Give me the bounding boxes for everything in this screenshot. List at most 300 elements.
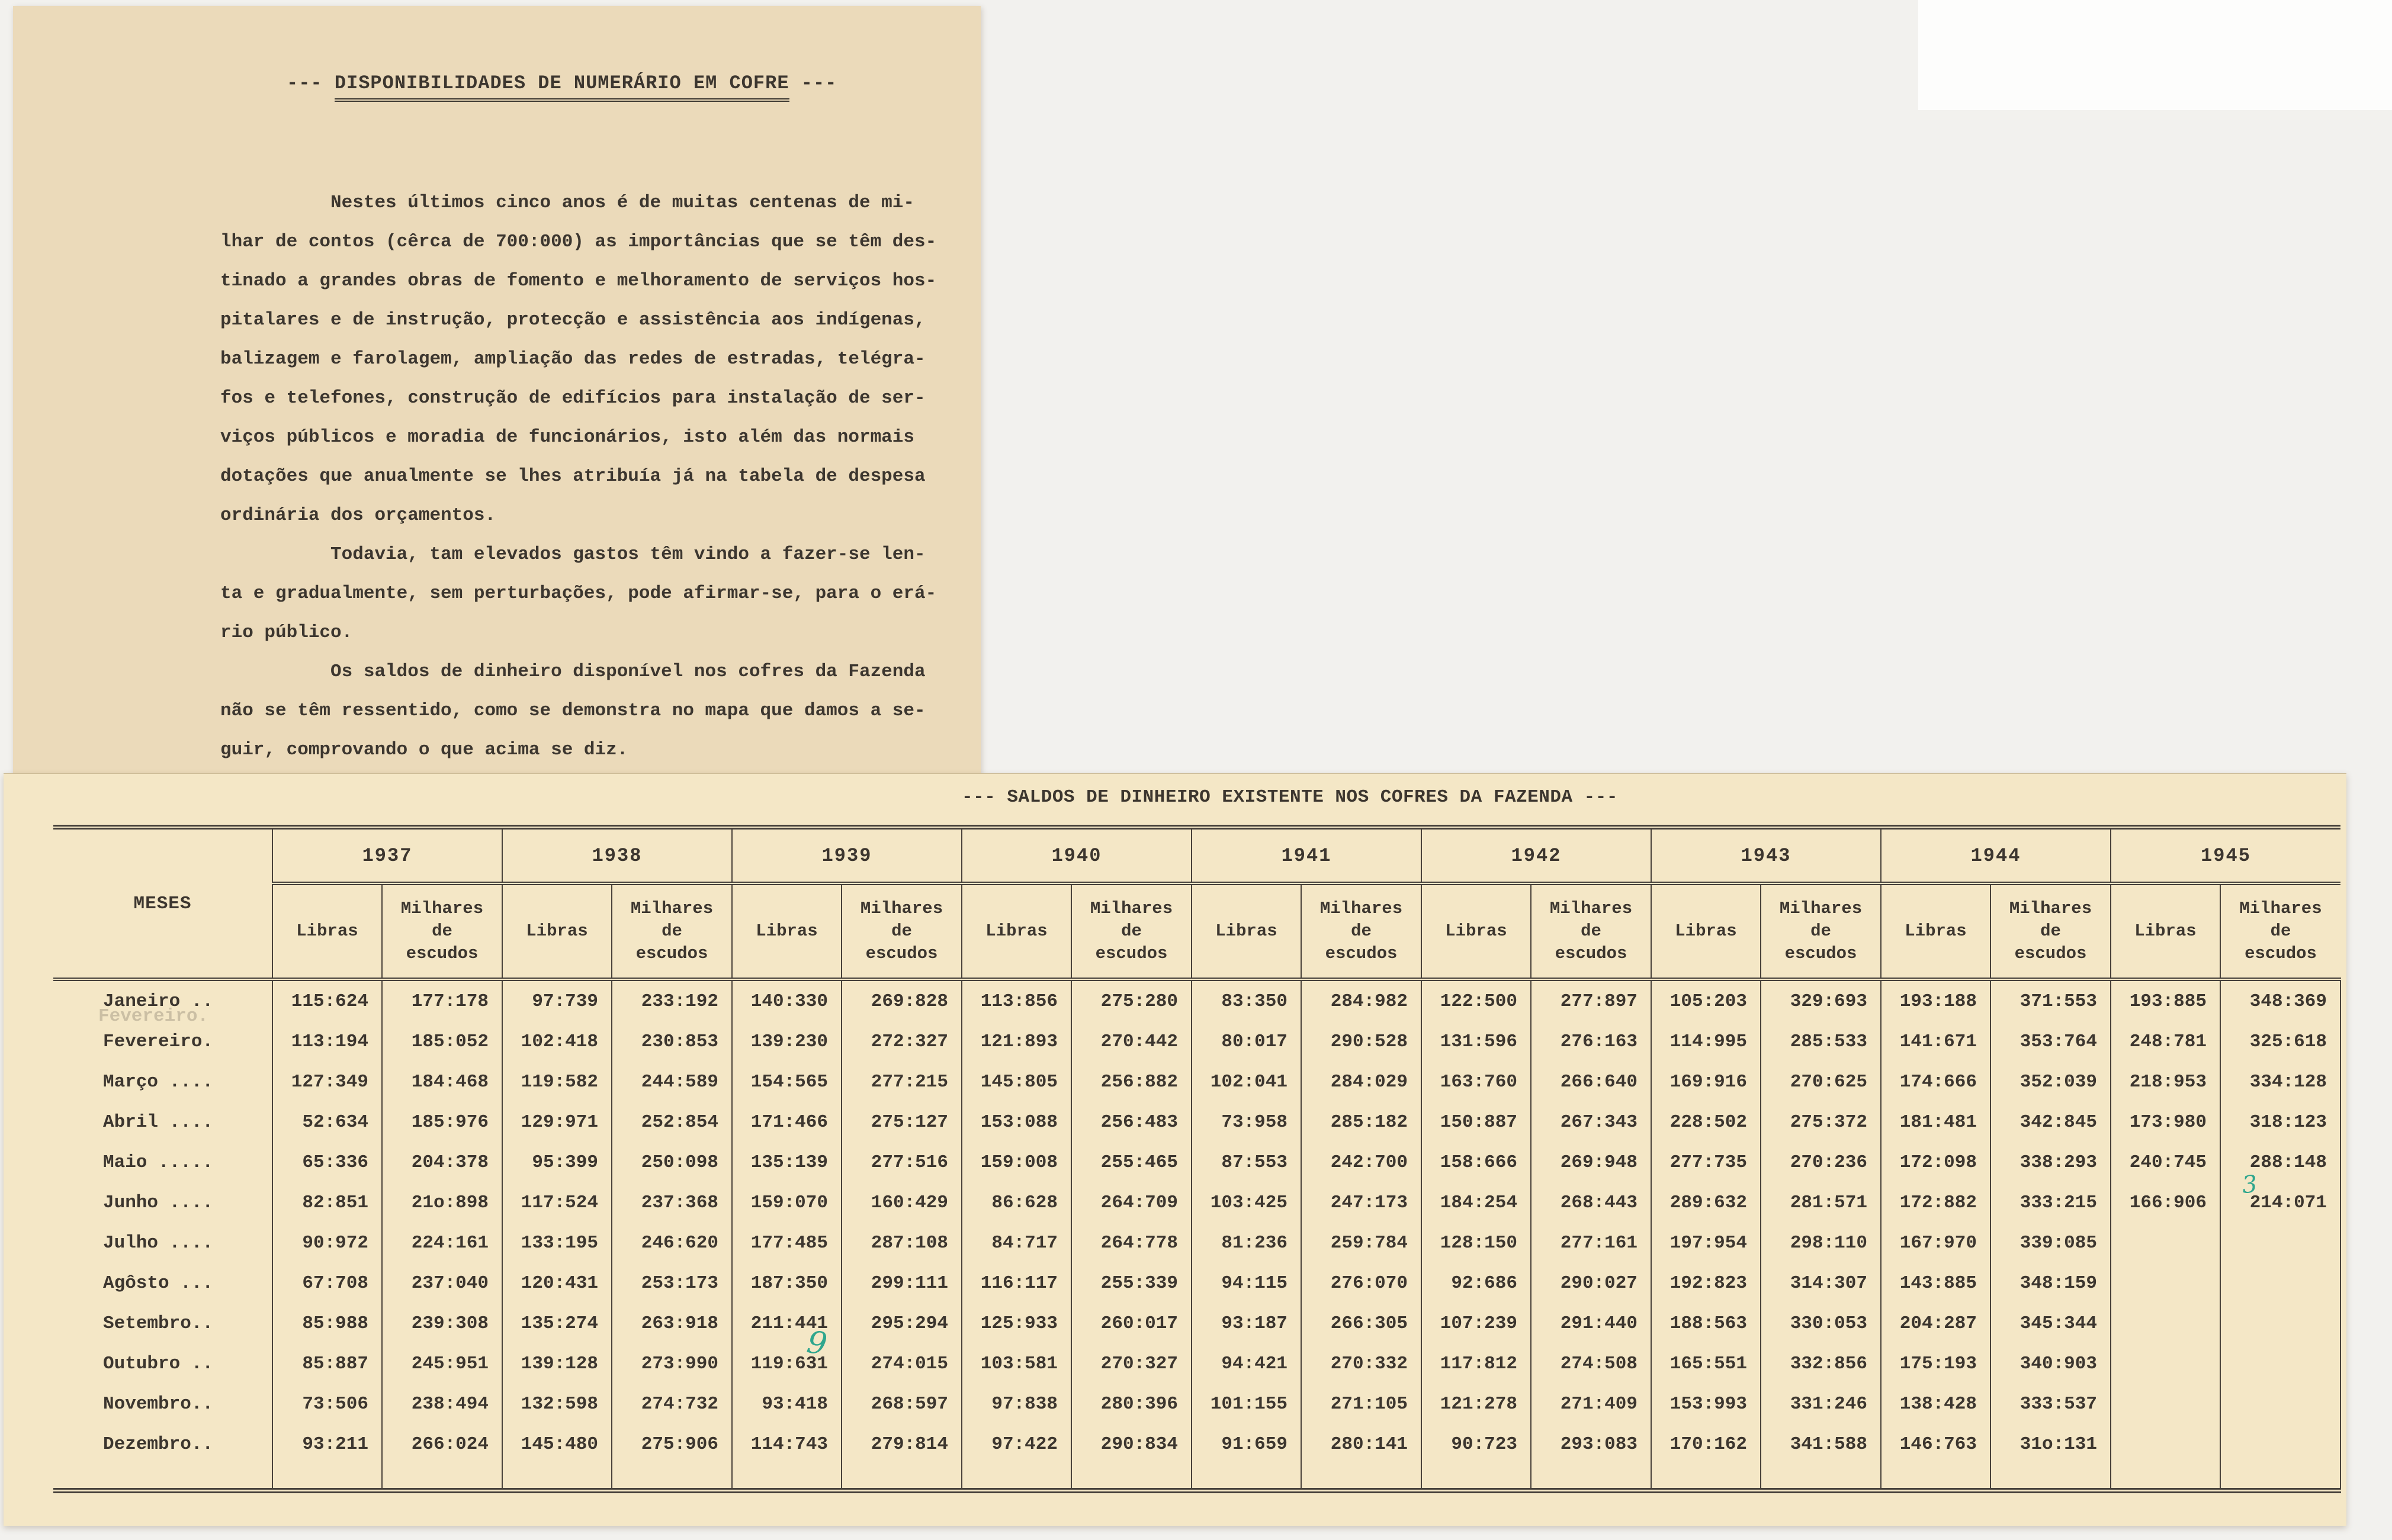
table-row (53, 1263, 2340, 1303)
body-text (220, 184, 984, 770)
cell-1941-libras: 91:659 (1192, 1424, 1301, 1464)
spacer-row (53, 1464, 2340, 1491)
cell-1942-milhares: 276:163 (1531, 1021, 1651, 1062)
text-line: ordinária dos orçamentos. (220, 505, 496, 526)
milhares-header-1937 (382, 883, 502, 979)
table-row (53, 1223, 2340, 1263)
spacer-cell (1301, 1464, 1421, 1491)
cell-1940-libras: 116:117 (962, 1263, 1071, 1303)
cell-1944-libras: 167:970 (1881, 1223, 1990, 1263)
milhares-label: Milhares de escudos (630, 899, 714, 963)
cell-1944-milhares: 340:903 (1990, 1343, 2111, 1384)
libras-header-1943: Libras (1651, 883, 1761, 979)
cell-1939-milhares: 269:828 (842, 979, 962, 1021)
spacer-cell (1881, 1464, 1990, 1491)
cell-1945-milhares: 348:369 (2220, 979, 2340, 1021)
table-row (53, 1102, 2340, 1142)
table-header (53, 827, 2340, 979)
cell-1938-milhares: 263:918 (612, 1303, 732, 1343)
cell-1939-milhares: 160:429 (842, 1182, 962, 1223)
cell-1939-milhares: 287:108 (842, 1223, 962, 1263)
cell-1945-libras: 193:885 (2111, 979, 2220, 1021)
cell-1940-libras: 103:581 (962, 1343, 1071, 1384)
cell-1940-libras: 86:628 (962, 1182, 1071, 1223)
milhares-header-1938 (612, 883, 732, 979)
spacer-cell (2111, 1464, 2220, 1491)
cell-1942-libras: 150:887 (1421, 1102, 1531, 1142)
cell-1943-milhares: 275:372 (1761, 1102, 1881, 1142)
cell-1937-libras: 73:506 (272, 1384, 382, 1424)
month-label: Dezembro.. (103, 1433, 214, 1455)
spacer-cell (382, 1464, 502, 1491)
table-row (53, 1062, 2340, 1102)
cell-1943-milhares: 298:110 (1761, 1223, 1881, 1263)
table-row (53, 1424, 2340, 1464)
cell-1945-libras: 173:980 (2111, 1102, 2220, 1142)
cell-1937-libras: 82:851 (272, 1182, 382, 1223)
cell-1937-libras: 67:708 (272, 1263, 382, 1303)
cell-1942-libras: 122:500 (1421, 979, 1531, 1021)
cell-1942-milhares: 277:161 (1531, 1223, 1651, 1263)
table-row (53, 1343, 2340, 1384)
cell-1939-milhares: 275:127 (842, 1102, 962, 1142)
milhares-header-1943 (1761, 883, 1881, 979)
milhares-label: Milhares de escudos (2009, 899, 2092, 963)
cell-1941-milhares: 276:070 (1301, 1263, 1421, 1303)
cell-1941-milhares: 259:784 (1301, 1223, 1421, 1263)
cell-1939-milhares: 279:814 (842, 1424, 962, 1464)
cell-1942-milhares: 269:948 (1531, 1142, 1651, 1182)
milhares-header-1942 (1531, 883, 1651, 979)
spacer-cell (1990, 1464, 2111, 1491)
cell-1942-milhares: 274:508 (1531, 1343, 1651, 1384)
cell-1941-libras: 83:350 (1192, 979, 1301, 1021)
cell-1939-milhares: 277:516 (842, 1142, 962, 1182)
page-title (287, 72, 837, 94)
cell-1943-libras: 114:995 (1651, 1021, 1761, 1062)
cell-1942-libras: 163:760 (1421, 1062, 1531, 1102)
cell-1941-milhares: 266:305 (1301, 1303, 1421, 1343)
cell-1943-libras: 153:993 (1651, 1384, 1761, 1424)
cell-1940-libras: 145:805 (962, 1062, 1071, 1102)
cell-1937-milhares: 239:308 (382, 1303, 502, 1343)
cell-1943-libras: 169:916 (1651, 1062, 1761, 1102)
cell-1938-libras: 97:739 (502, 979, 612, 1021)
cell-1938-milhares: 252:854 (612, 1102, 732, 1142)
spacer-cell (53, 1464, 272, 1491)
spacer-cell (1421, 1464, 1531, 1491)
cell-1939-milhares: 272:327 (842, 1021, 962, 1062)
cell-1944-libras: 138:428 (1881, 1384, 1990, 1424)
text-line: pitalares e de instrução, protecção e assistência aos indígenas, (220, 310, 926, 330)
cell-1938-milhares: 275:906 (612, 1424, 732, 1464)
cell-1942-milhares: 266:640 (1531, 1062, 1651, 1102)
cell-1940-libras: 121:893 (962, 1021, 1071, 1062)
cell-1943-libras: 165:551 (1651, 1343, 1761, 1384)
cell-1944-milhares: 333:537 (1990, 1384, 2111, 1424)
cell-1939-milhares: 295:294 (842, 1303, 962, 1343)
table-page (4, 773, 2346, 1526)
cell-1941-libras: 94:421 (1192, 1343, 1301, 1384)
cell-1940-libras: 84:717 (962, 1223, 1071, 1263)
cell-1943-milhares: 329:693 (1761, 979, 1881, 1021)
year-header-1945: 1945 (2111, 827, 2340, 883)
cell-1937-milhares: 237:040 (382, 1263, 502, 1303)
cell-1937-milhares: 185:052 (382, 1021, 502, 1062)
cell-1940-milhares: 280:396 (1071, 1384, 1192, 1424)
title-text: DISPONIBILIDADES DE NUMERÁRIO EM COFRE (335, 72, 789, 102)
cell-1944-milhares: 352:039 (1990, 1062, 2111, 1102)
cell-1944-libras: 143:885 (1881, 1263, 1990, 1303)
cell-1938-libras: 132:598 (502, 1384, 612, 1424)
cell-1944-libras: 193:188 (1881, 979, 1990, 1021)
cell-1945-milhares (2220, 1384, 2340, 1424)
text-line: não se têm ressentido, como se demonstra no mapa que damos a se- (220, 700, 926, 721)
cell-1939-libras: 119:631 (732, 1343, 842, 1384)
milhares-header-1939 (842, 883, 962, 979)
cell-1938-libras: 129:971 (502, 1102, 612, 1142)
cell-1937-milhares: 21o:898 (382, 1182, 502, 1223)
cell-1943-milhares: 285:533 (1761, 1021, 1881, 1062)
year-header-1943: 1943 (1651, 827, 1881, 883)
cell-1939-libras: 187:350 (732, 1263, 842, 1303)
cell-1940-milhares: 260:017 (1071, 1303, 1192, 1343)
cell-1937-milhares: 184:468 (382, 1062, 502, 1102)
cell-1944-milhares: 353:764 (1990, 1021, 2111, 1062)
cell-1943-milhares: 281:571 (1761, 1182, 1881, 1223)
cell-1939-libras: 93:418 (732, 1384, 842, 1424)
cell-1938-milhares: 230:853 (612, 1021, 732, 1062)
cell-1938-milhares: 250:098 (612, 1142, 732, 1182)
cell-1940-libras: 97:422 (962, 1424, 1071, 1464)
cell-1938-milhares: 233:192 (612, 979, 732, 1021)
libras-header-1942: Libras (1421, 883, 1531, 979)
cell-1940-milhares: 270:327 (1071, 1343, 1192, 1384)
cell-1942-milhares: 277:897 (1531, 979, 1651, 1021)
cell-1942-milhares: 291:440 (1531, 1303, 1651, 1343)
cell-1941-milhares: 271:105 (1301, 1384, 1421, 1424)
cell-1944-libras: 172:882 (1881, 1182, 1990, 1223)
cell-1943-milhares: 330:053 (1761, 1303, 1881, 1343)
cell-1942-milhares: 267:343 (1531, 1102, 1651, 1142)
cell-1938-milhares: 244:589 (612, 1062, 732, 1102)
cell-1938-libras: 133:195 (502, 1223, 612, 1263)
month-label: Abril .... (103, 1111, 214, 1133)
cell-1941-libras: 101:155 (1192, 1384, 1301, 1424)
text-line: fos e telefones, construção de edifícios para instalação de ser- (220, 388, 926, 409)
milhares-header-1941 (1301, 883, 1421, 979)
table-title: --- SALDOS DE DINHEIRO EXISTENTE NOS COFRES DA FAZENDA --- (962, 787, 1618, 808)
cell-1938-libras: 102:418 (502, 1021, 612, 1062)
cell-1945-milhares: 334:128 (2220, 1062, 2340, 1102)
cell-1945-libras (2111, 1424, 2220, 1464)
cell-1938-libras: 117:524 (502, 1182, 612, 1223)
year-header-1937: 1937 (272, 827, 502, 883)
cell-1943-libras: 170:162 (1651, 1424, 1761, 1464)
cell-1940-milhares: 256:882 (1071, 1062, 1192, 1102)
cell-1941-milhares: 280:141 (1301, 1424, 1421, 1464)
cell-1937-libras: 85:887 (272, 1343, 382, 1384)
spacer-cell (1192, 1464, 1301, 1491)
spacer-cell (842, 1464, 962, 1491)
cell-1942-milhares: 268:443 (1531, 1182, 1651, 1223)
cell-1945-milhares: 288:148 (2220, 1142, 2340, 1182)
year-header-1938: 1938 (502, 827, 732, 883)
handwritten-mark: 3 (2240, 1170, 2259, 1200)
cell-1938-libras: 139:128 (502, 1343, 612, 1384)
month-label: Fevereiro. Fevereiro. (98, 1006, 214, 1052)
cell-1940-milhares: 256:483 (1071, 1102, 1192, 1142)
cell-1942-libras: 128:150 (1421, 1223, 1531, 1263)
text-line: balizagem e farolagem, ampliação das redes de estradas, telégra- (220, 349, 926, 369)
spacer-cell (962, 1464, 1071, 1491)
text-line: dotações que anualmente se lhes atribuía já na tabela de despesa (220, 466, 926, 487)
cell-1940-libras: 125:933 (962, 1303, 1071, 1343)
cell-1943-libras: 192:823 (1651, 1263, 1761, 1303)
cell-1938-libras: 135:274 (502, 1303, 612, 1343)
month-label: Março .... (103, 1071, 214, 1092)
cell-1945-milhares: 318:123 (2220, 1102, 2340, 1142)
cell-1940-milhares: 275:280 (1071, 979, 1192, 1021)
cell-1938-milhares: 253:173 (612, 1263, 732, 1303)
cell-1937-libras: 127:349 (272, 1062, 382, 1102)
text-line: ta e gradualmente, sem perturbações, pode afirmar-se, para o erá- (220, 583, 937, 604)
cell-1939-libras: 114:743 (732, 1424, 842, 1464)
libras-header-1944: Libras (1881, 883, 1990, 979)
subheader-row (53, 883, 2340, 979)
milhares-label: Milhares de escudos (1779, 899, 1863, 963)
milhares-label: Milhares de escudos (860, 899, 943, 963)
cell-1942-milhares: 293:083 (1531, 1424, 1651, 1464)
year-header-1940: 1940 (962, 827, 1192, 883)
cell-1944-libras: 141:671 (1881, 1021, 1990, 1062)
cell-1945-libras (2111, 1343, 2220, 1384)
cell-1944-milhares: 339:085 (1990, 1223, 2111, 1263)
cell-1942-libras: 158:666 (1421, 1142, 1531, 1182)
cell-1944-libras: 172:098 (1881, 1142, 1990, 1182)
cell-1945-libras (2111, 1303, 2220, 1343)
year-header-1941: 1941 (1192, 827, 1421, 883)
libras-header-1939: Libras (732, 883, 842, 979)
spacer-cell (2220, 1464, 2340, 1491)
cell-1938-libras: 95:399 (502, 1142, 612, 1182)
cell-1945-libras: 248:781 (2111, 1021, 2220, 1062)
cell-1938-libras: 145:480 (502, 1424, 612, 1464)
cell-1943-milhares: 270:236 (1761, 1142, 1881, 1182)
spacer-cell (612, 1464, 732, 1491)
cell-1943-libras: 188:563 (1651, 1303, 1761, 1343)
cell-1941-libras: 87:553 (1192, 1142, 1301, 1182)
cell-1938-milhares: 274:732 (612, 1384, 732, 1424)
cell-1942-libras: 90:723 (1421, 1424, 1531, 1464)
milhares-header-1944 (1990, 883, 2111, 979)
cell-1937-milhares: 204:378 (382, 1142, 502, 1182)
cell-1944-libras: 204:287 (1881, 1303, 1990, 1343)
text-line: lhar de contos (cêrca de 700:000) as importâncias que se têm des- (220, 232, 937, 252)
milhares-header-1945 (2220, 883, 2340, 979)
year-header-1939: 1939 (732, 827, 962, 883)
cell-1940-milhares: 255:465 (1071, 1142, 1192, 1182)
cell-1943-milhares: 332:856 (1761, 1343, 1881, 1384)
text-line: Todavia, tam elevados gastos têm vindo a fazer-se len- (220, 544, 926, 565)
cell-1945-milhares (2220, 1343, 2340, 1384)
libras-header-1937: Libras (272, 883, 382, 979)
cell-1943-libras: 105:203 (1651, 979, 1761, 1021)
year-header-1944: 1944 (1881, 827, 2111, 883)
cell-1939-libras: 154:565 (732, 1062, 842, 1102)
cell-1938-milhares: 246:620 (612, 1223, 732, 1263)
cell-1941-milhares: 270:332 (1301, 1343, 1421, 1384)
cell-1937-milhares: 266:024 (382, 1424, 502, 1464)
meses-header: MESES (53, 827, 272, 979)
cell-1940-milhares: 264:778 (1071, 1223, 1192, 1263)
cell-1938-libras: 120:431 (502, 1263, 612, 1303)
cell-1944-libras: 174:666 (1881, 1062, 1990, 1102)
table-row (53, 1303, 2340, 1343)
spacer-cell (732, 1464, 842, 1491)
milhares-label: Milhares de escudos (2239, 899, 2322, 963)
cell-1945-libras (2111, 1384, 2220, 1424)
month-label: Junho .... (103, 1192, 214, 1213)
cell-1941-milhares: 247:173 (1301, 1182, 1421, 1223)
cell-1944-milhares: 342:845 (1990, 1102, 2111, 1142)
cell-1940-milhares: 264:709 (1071, 1182, 1192, 1223)
libras-header-1945: Libras (2111, 883, 2220, 979)
cell-1937-milhares: 224:161 (382, 1223, 502, 1263)
cell-1941-milhares: 284:029 (1301, 1062, 1421, 1102)
spacer-cell (1651, 1464, 1761, 1491)
year-header-1942: 1942 (1421, 827, 1651, 883)
text-line: Os saldos de dinheiro disponível nos cofres da Fazenda (220, 661, 926, 682)
table-row (53, 1384, 2340, 1424)
month-label: Novembro.. (103, 1393, 214, 1414)
cell-1942-milhares: 271:409 (1531, 1384, 1651, 1424)
cell-1939-libras: 211:441 9 (732, 1303, 842, 1343)
table-row (53, 979, 2340, 1021)
cell-1945-libras: 166:906 (2111, 1182, 2220, 1223)
cell-1944-milhares: 345:344 (1990, 1303, 2111, 1343)
cell-1938-libras: 119:582 (502, 1062, 612, 1102)
cell-1942-libras: 117:812 (1421, 1343, 1531, 1384)
table-row (53, 1142, 2340, 1182)
cell-1937-libras: 90:972 (272, 1223, 382, 1263)
month-label: Julho .... (103, 1232, 214, 1253)
cell-1942-libras: 184:254 (1421, 1182, 1531, 1223)
cell-1939-libras: 159:070 (732, 1182, 842, 1223)
cell-1944-libras: 181:481 (1881, 1102, 1990, 1142)
cell-1943-libras: 289:632 (1651, 1182, 1761, 1223)
background-white-corner (1918, 0, 2392, 110)
cell-1937-milhares: 185:976 (382, 1102, 502, 1142)
cell-1939-libras: 139:230 (732, 1021, 842, 1062)
month-label: Setembro.. (103, 1313, 214, 1334)
cell-1939-libras: 140:330 (732, 979, 842, 1021)
cell-1937-libras: 113:194 (272, 1021, 382, 1062)
cell-1944-milhares: 338:293 (1990, 1142, 2111, 1182)
cell-1942-libras: 107:239 (1421, 1303, 1531, 1343)
title-dashes-left: --- (287, 72, 323, 94)
cell-1943-milhares: 331:246 (1761, 1384, 1881, 1424)
cell-1939-libras: 177:485 (732, 1223, 842, 1263)
cell-1940-libras: 153:088 (962, 1102, 1071, 1142)
table-row (53, 1182, 2340, 1223)
spacer-cell (1761, 1464, 1881, 1491)
cell-1943-libras: 277:735 (1651, 1142, 1761, 1182)
cell-1939-milhares: 299:111 (842, 1263, 962, 1303)
cell-1940-milhares: 270:442 (1071, 1021, 1192, 1062)
cell-1944-milhares: 348:159 (1990, 1263, 2111, 1303)
month-label: Agôsto ... (103, 1272, 214, 1294)
cell-1944-milhares: 371:553 (1990, 979, 2111, 1021)
cell-1941-libras: 103:425 (1192, 1182, 1301, 1223)
cell-1937-milhares: 177:178 (382, 979, 502, 1021)
cell-1937-libras: 93:211 (272, 1424, 382, 1464)
cell-1945-libras: 240:745 (2111, 1142, 2220, 1182)
cell-1941-milhares: 290:528 (1301, 1021, 1421, 1062)
cell-1945-libras (2111, 1223, 2220, 1263)
cell-1944-libras: 175:193 (1881, 1343, 1990, 1384)
table-row (53, 1021, 2340, 1062)
month-label: Janeiro .. (103, 991, 214, 1012)
cell-1940-libras: 97:838 (962, 1384, 1071, 1424)
cell-1945-milhares (2220, 1424, 2340, 1464)
ghost-month-label: Fevereiro. (98, 1006, 209, 1027)
cell-1942-libras: 121:278 (1421, 1384, 1531, 1424)
cell-1941-libras: 94:115 (1192, 1263, 1301, 1303)
cell-1937-libras: 65:336 (272, 1142, 382, 1182)
text-line: Nestes últimos cinco anos é de muitas centenas de mi- (220, 192, 914, 213)
cell-1937-libras: 115:624 (272, 979, 382, 1021)
cell-1937-libras: 85:988 (272, 1303, 382, 1343)
cell-1938-milhares: 237:368 (612, 1182, 732, 1223)
cell-1945-milhares: 214:071 3 (2220, 1182, 2340, 1223)
text-line: tinado a grandes obras de fomento e melhoramento de serviços hos- (220, 271, 937, 291)
cell-1943-milhares: 270:625 (1761, 1062, 1881, 1102)
spacer-cell (272, 1464, 382, 1491)
cell-1942-libras: 131:596 (1421, 1021, 1531, 1062)
cell-1941-libras: 80:017 (1192, 1021, 1301, 1062)
cell-1942-milhares: 290:027 (1531, 1263, 1651, 1303)
libras-header-1940: Libras (962, 883, 1071, 979)
cell-1945-milhares (2220, 1263, 2340, 1303)
milhares-label: Milhares de escudos (400, 899, 484, 963)
years-row (53, 827, 2340, 883)
cell-1937-milhares: 238:494 (382, 1384, 502, 1424)
title-dashes-right: --- (801, 72, 837, 94)
month-label: Maio ..... (103, 1152, 214, 1173)
cell-1943-libras: 197:954 (1651, 1223, 1761, 1263)
cell-1937-milhares: 245:951 (382, 1343, 502, 1384)
milhares-header-1940 (1071, 883, 1192, 979)
libras-header-1941: Libras (1192, 883, 1301, 979)
cell-1943-milhares: 314:307 (1761, 1263, 1881, 1303)
handwritten-mark: 9 (804, 1324, 830, 1363)
cell-1941-milhares: 285:182 (1301, 1102, 1421, 1142)
cell-1945-libras (2111, 1263, 2220, 1303)
month-label: Outubro .. (103, 1353, 214, 1374)
saldos-table (53, 825, 2341, 1493)
cell-1941-libras: 102:041 (1192, 1062, 1301, 1102)
spacer-cell (1071, 1464, 1192, 1491)
cell-1944-milhares: 333:215 (1990, 1182, 2111, 1223)
cell-1938-milhares: 273:990 (612, 1343, 732, 1384)
cell-1940-libras: 113:856 (962, 979, 1071, 1021)
cell-1940-milhares: 255:339 (1071, 1263, 1192, 1303)
cell-1939-milhares: 277:215 (842, 1062, 962, 1102)
cell-1944-libras: 146:763 (1881, 1424, 1990, 1464)
libras-header-1938: Libras (502, 883, 612, 979)
cell-1941-milhares: 284:982 (1301, 979, 1421, 1021)
